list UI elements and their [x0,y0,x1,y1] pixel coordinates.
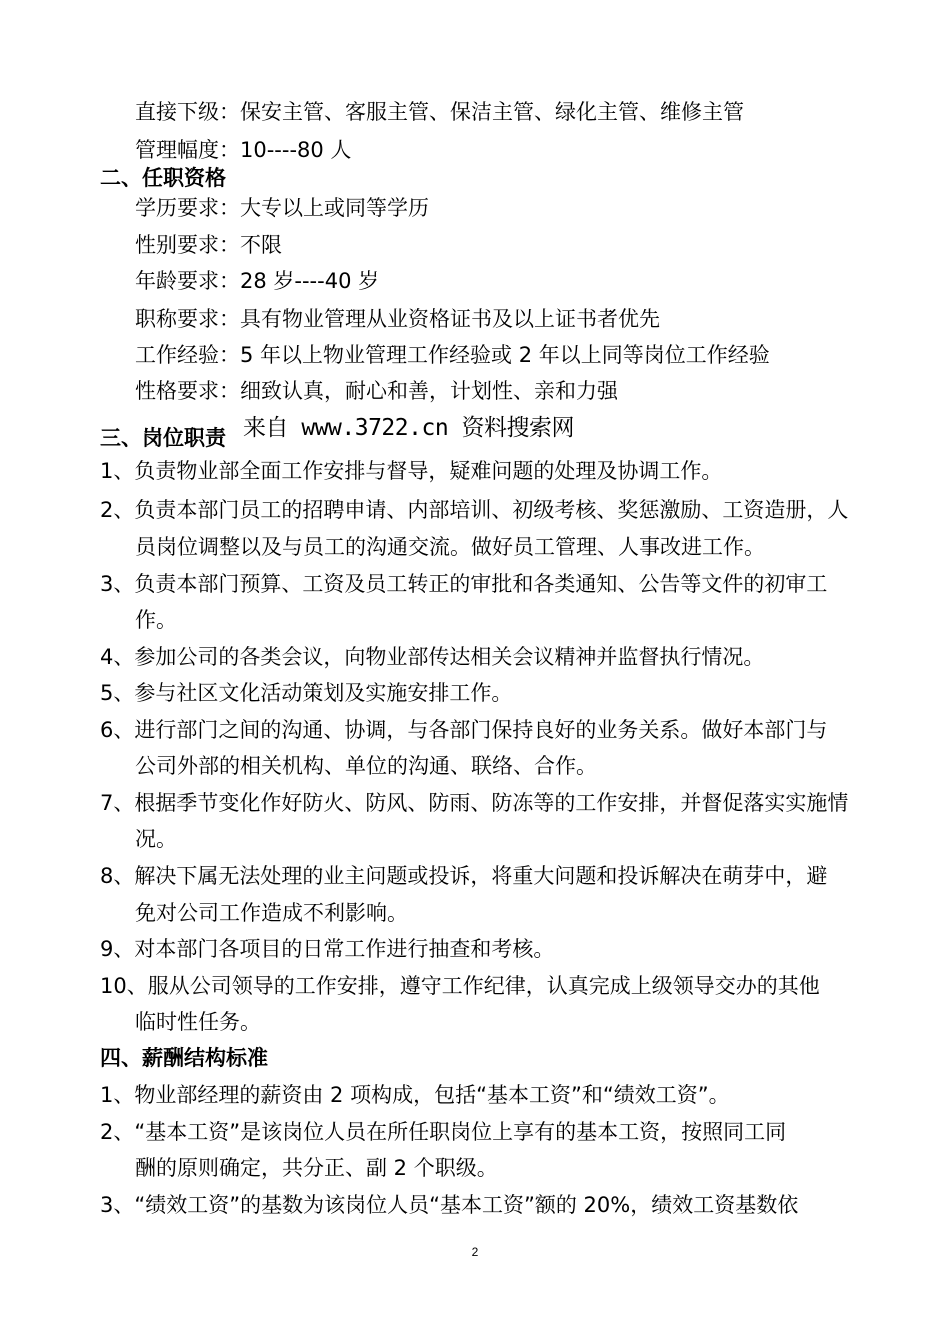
duty-line: 4、参加公司的各类会议，向物业部传达相关会议精神并监督执行情况。 [100,645,765,669]
salary-line: 1、物业部经理的薪资由 2 项构成，包括“基本工资”和“绩效工资”。 [100,1083,730,1107]
section-heading-qualifications: 二、任职资格 [100,166,226,190]
duty-line: 免对公司工作造成不利影响。 [135,901,408,925]
duty-line: 1、负责物业部全面工作安排与督导，疑难问题的处理及协调工作。 [100,459,723,483]
qualification-item: 工作经验：5 年以上物业管理工作经验或 2 年以上同等岗位工作经验 [135,343,770,367]
duty-line: 2、负责本部门员工的招聘申请、内部培训、初级考核、奖惩激励、工资造册，人 [100,498,849,522]
duty-line: 作。 [135,608,177,632]
salary-line: 酬的原则确定，共分正、副 2 个职级。 [135,1156,498,1180]
page-number: 2 [471,1245,479,1259]
duty-line: 3、负责本部门预算、工资及员工转正的审批和各类通知、公告等文件的初审工 [100,572,828,596]
duty-line: 6、进行部门之间的沟通、协调，与各部门保持良好的业务关系。做好本部门与 [100,718,828,742]
duty-line: 临时性任务。 [135,1010,261,1034]
qualification-item: 职称要求：具有物业管理从业资格证书及以上证书者优先 [135,307,660,331]
qualification-item: 年龄要求：28 岁----40 岁 [135,269,380,293]
salary-line: 2、“基本工资”是该岗位人员在所任职岗位上享有的基本工资，按照同工同 [100,1120,787,1144]
direct-subordinates-line: 直接下级：保安主管、客服主管、保洁主管、绿化主管、维修主管 [135,100,744,124]
duty-line: 公司外部的相关机构、单位的沟通、联络、合作。 [135,754,597,778]
qualification-item: 性别要求：不限 [135,233,282,257]
duty-line: 5、参与社区文化活动策划及实施安排工作。 [100,681,513,705]
duty-line: 8、解决下属无法处理的业主问题或投诉，将重大问题和投诉解决在萌芽中，避 [100,864,828,888]
section-heading-duties: 三、岗位职责 [100,426,226,450]
duty-line: 9、对本部门各项目的日常工作进行抽查和考核。 [100,937,555,961]
duty-line: 况。 [135,827,177,851]
qualification-item: 学历要求：大专以上或同等学历 [135,196,429,220]
duty-line: 10、服从公司领导的工作安排，遵守工作纪律，认真完成上级领导交办的其他 [100,974,820,998]
duty-line: 7、根据季节变化作好防火、防风、防雨、防冻等的工作安排，并督促落实实施情 [100,791,849,815]
watermark-text: 来自 www.3722.cn 资料搜索网 [243,415,575,441]
qualification-item: 性格要求：细致认真，耐心和善，计划性、亲和力强 [135,379,618,403]
management-span-line: 管理幅度：10----80 人 [135,138,352,162]
duty-line: 员岗位调整以及与员工的沟通交流。做好员工管理、人事改进工作。 [135,535,765,559]
salary-line: 3、“绩效工资”的基数为该岗位人员“基本工资”额的 20%，绩效工资基数依 [100,1193,799,1217]
section-heading-salary: 四、薪酬结构标准 [100,1046,268,1070]
